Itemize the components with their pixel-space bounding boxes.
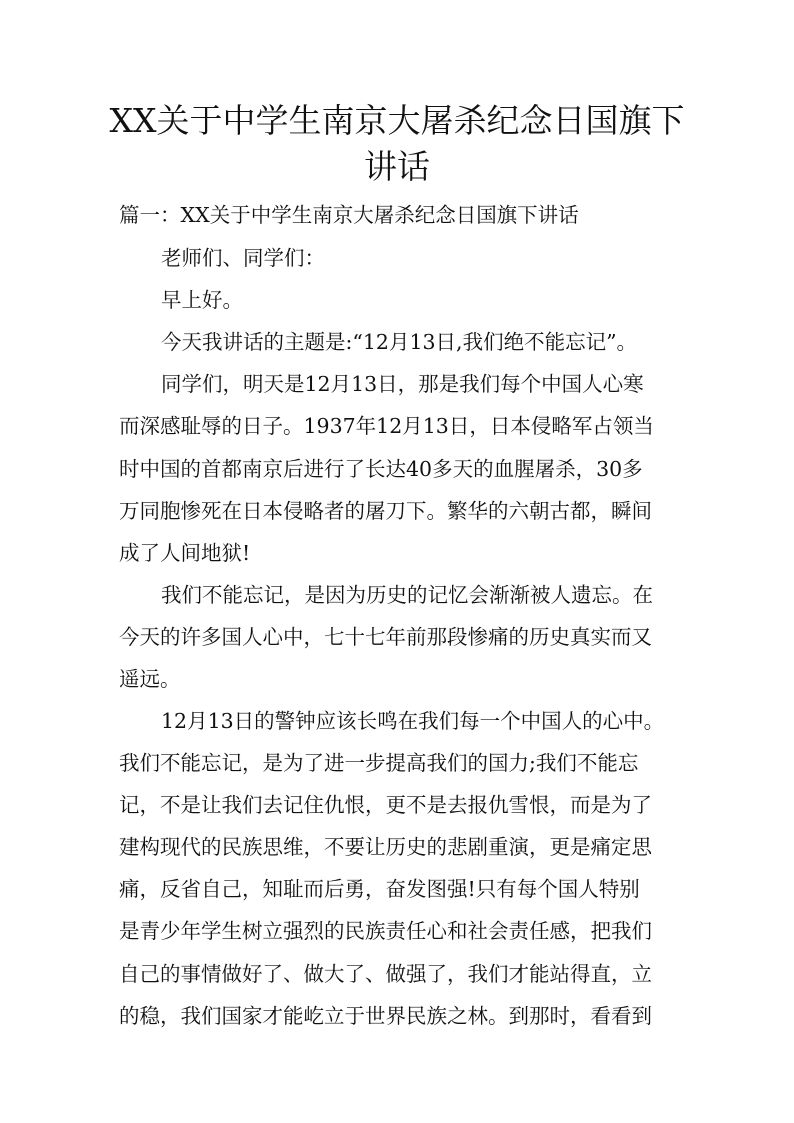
section-heading: 篇一：XX关于中学生南京大屠杀纪念日国旗下讲话	[119, 203, 579, 227]
paragraph-line: 记，不是让我们去记住仇恨，更不是去报仇雪恨，而是为了	[119, 793, 652, 817]
topic-line: 今天我讲话的主题是:“12月13日,我们绝不能忘记”。	[161, 330, 638, 354]
greeting: 早上好。	[161, 288, 243, 312]
title-line-1: XX关于中学生南京大屠杀纪念日国旗下	[109, 101, 685, 140]
paragraph-line: 今天的许多国人心中，七十七年前那段惨痛的历史真实而又	[119, 625, 652, 649]
paragraph-line: 我们不能忘记，是因为历史的记忆会渐渐被人遗忘。在	[161, 583, 653, 607]
paragraph-line: 的稳，我们国家才能屹立于世界民族之林。到那时，看看到	[119, 1004, 652, 1028]
paragraph-line: 时中国的首都南京后进行了长达40多天的血腥屠杀，30多	[119, 457, 643, 481]
paragraph-line: 是青少年学生树立强烈的民族责任心和社会责任感，把我们	[119, 919, 652, 943]
paragraph-line: 同学们，明天是12月13日，那是我们每个中国人心寒	[161, 372, 644, 396]
document-title	[100, 98, 694, 190]
paragraph-line: 建构现代的民族思维，不要让历史的悲剧重演，更是痛定思	[119, 835, 652, 859]
paragraph-line: 12月13日的警钟应该长鸣在我们每一个中国人的心中。	[161, 709, 665, 733]
title-line-2: 讲话	[364, 147, 430, 186]
paragraph-line: 万同胞惨死在日本侵略者的屠刀下。繁华的六朝古都，瞬间	[119, 499, 652, 523]
paragraph-line: 自己的事情做好了、做大了、做强了，我们才能站得直，立	[119, 962, 652, 986]
paragraph-line: 而深感耻辱的日子。1937年12月13日，日本侵略军占领当	[119, 414, 654, 438]
paragraph-line: 遥远。	[119, 667, 181, 691]
paragraph-line: 痛，反省自己，知耻而后勇，奋发图强!只有每个国人特别	[119, 877, 640, 901]
paragraph-line: 我们不能忘记，是为了进一步提高我们的国力;我们不能忘	[119, 751, 639, 775]
paragraph-line: 成了人间地狱!	[119, 541, 251, 565]
salutation: 老师们、同学们：	[161, 246, 325, 270]
